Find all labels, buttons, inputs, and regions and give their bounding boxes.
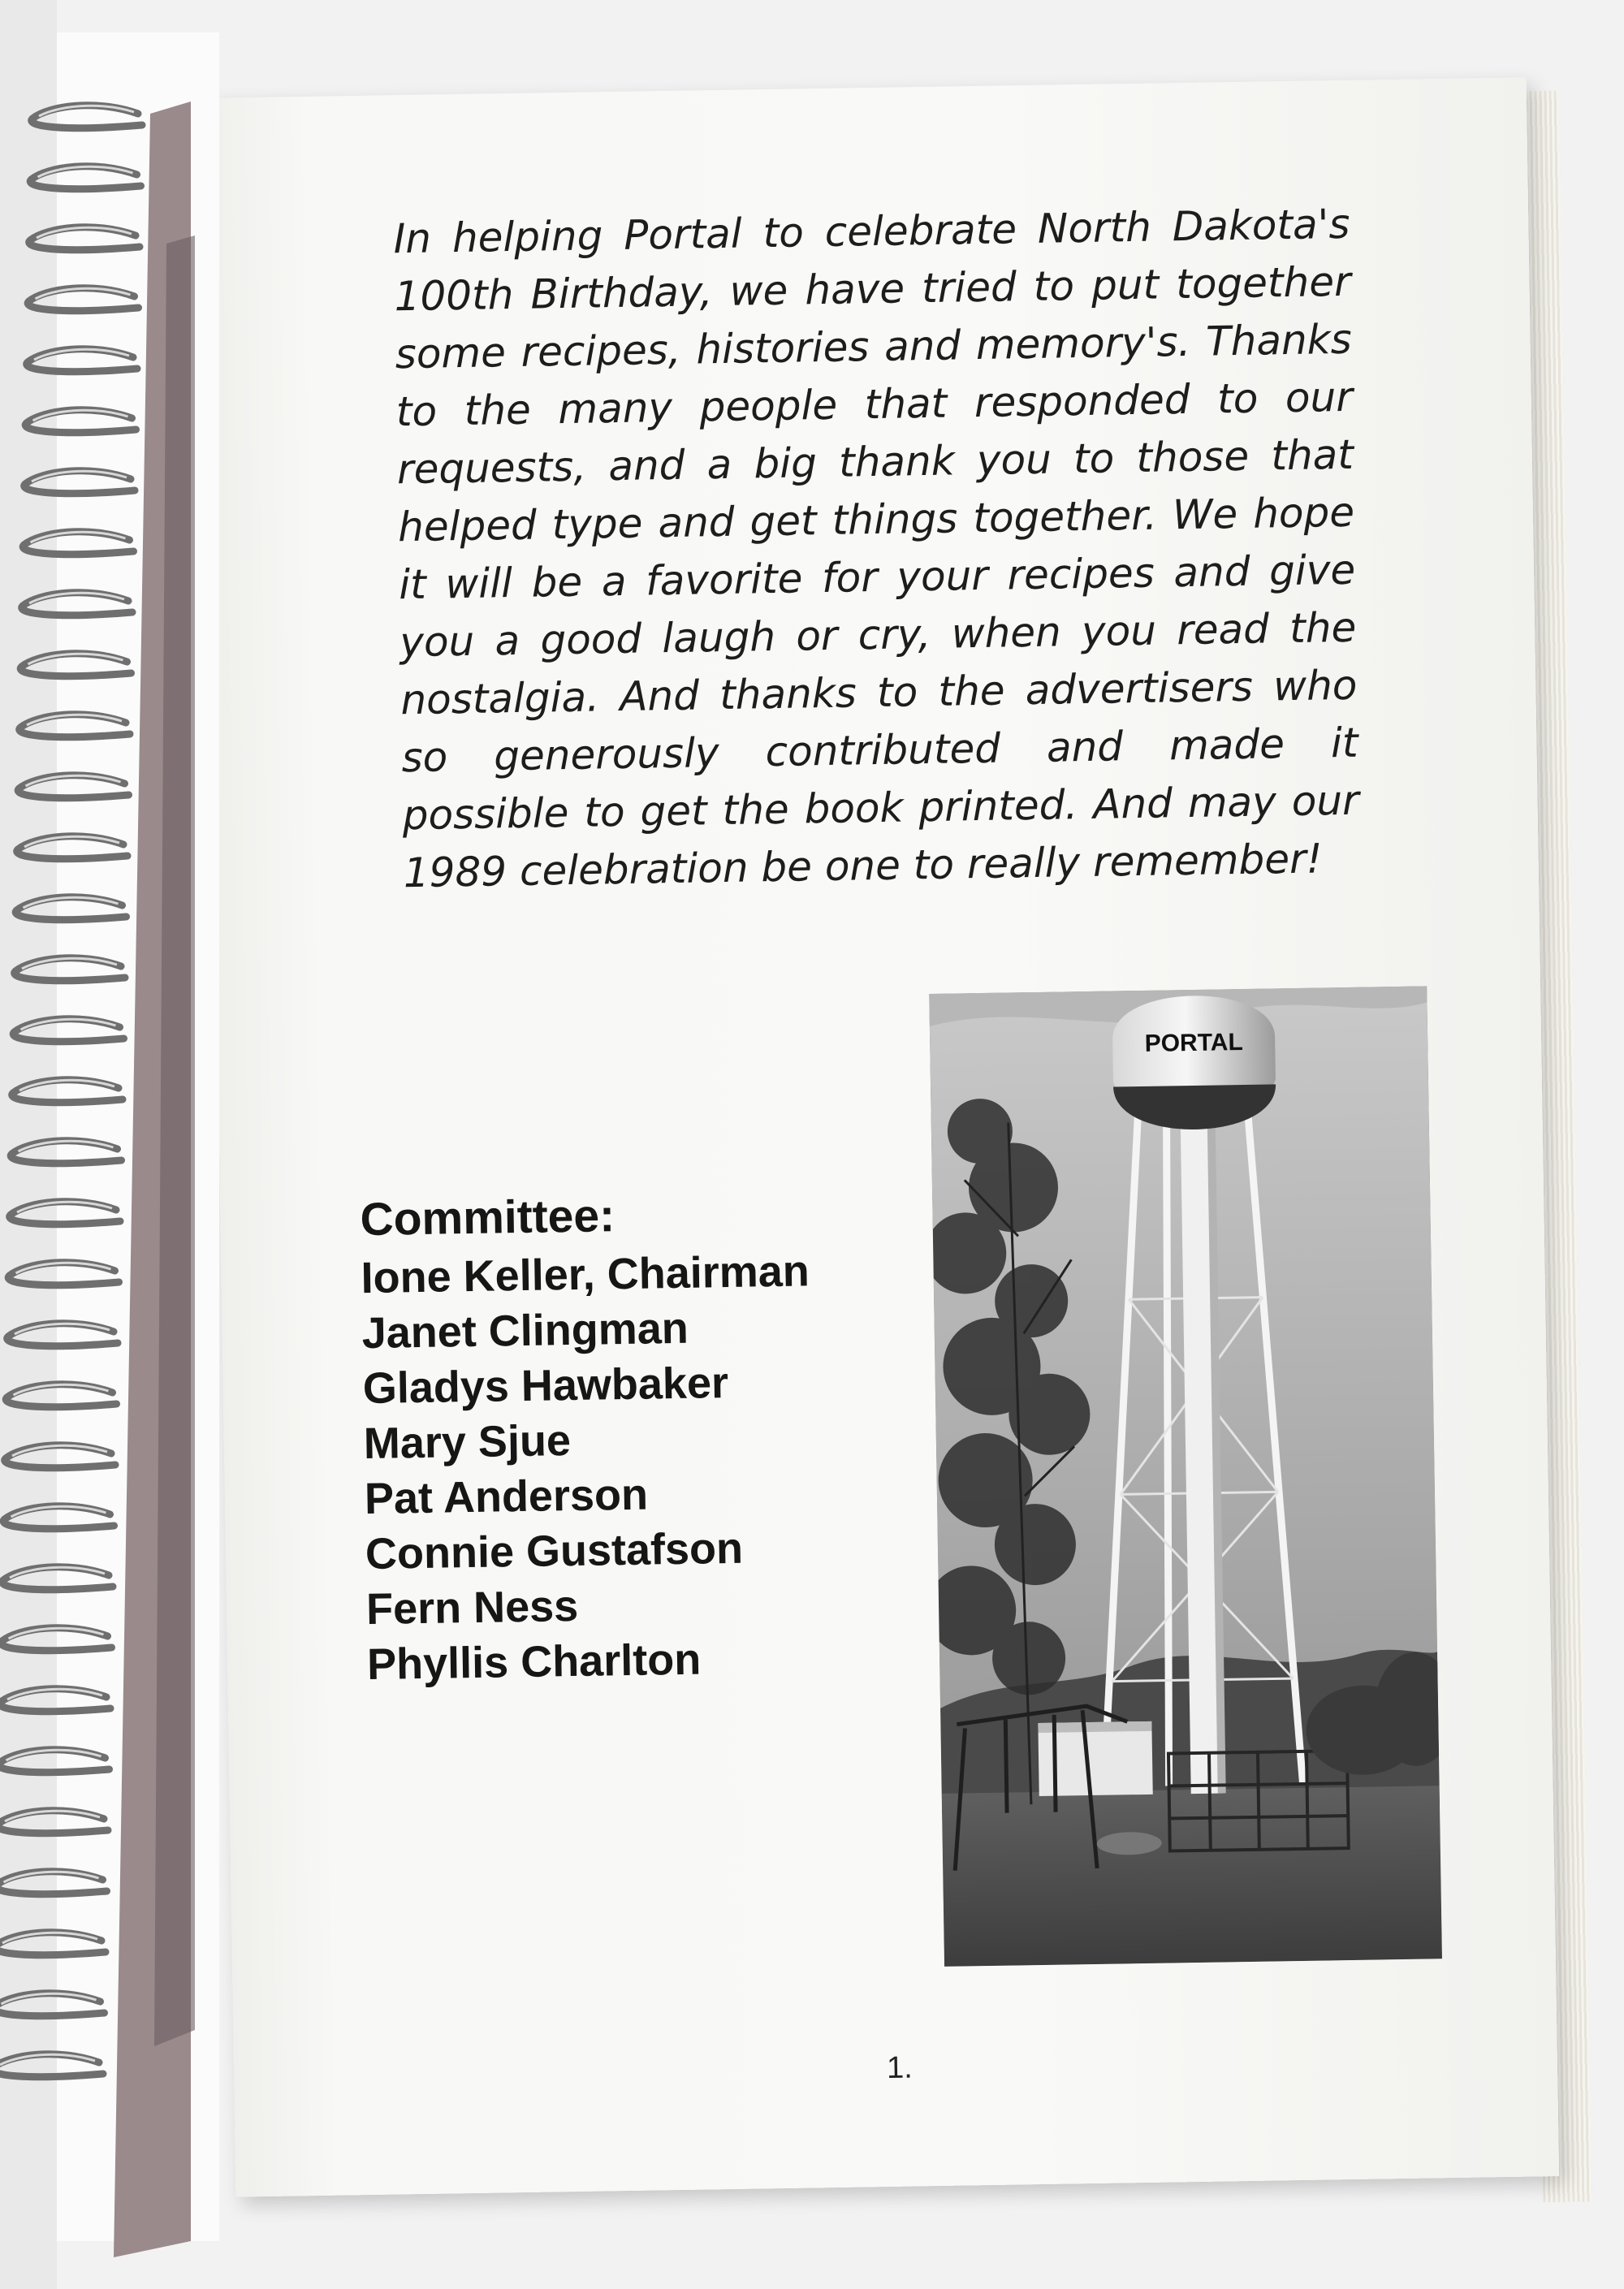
committee-heading: Committee: [360, 1190, 615, 1246]
committee-member: Janet Clingman [361, 1303, 689, 1358]
water-tower-photo [929, 986, 1442, 1966]
committee-member: Mary Sjue [363, 1416, 572, 1469]
committee-member: Phyllis Charlton [366, 1635, 702, 1690]
page-number: 1. [886, 2050, 914, 2086]
intro-paragraph: In helping Portal to celebrate North Dakota's 100th Birthday, we have tried to put together some recipes, histories and memory's. Thanks to the many people that responded to our requests, and a big thank you to those that helped type and get things together. We hope it will be a favorite for your recipes and give you a good laugh or cry, when you read the nostalgia. And thanks to the advertisers who so generously contributed and made it possible to get the book printed. And may our 1989 celebration be one to really remember! [393, 200, 1360, 897]
spiral-binding [0, 0, 268, 2289]
committee-block [360, 1181, 936, 1692]
committee-member: Connie Gustafson [365, 1523, 744, 1579]
book-page [203, 77, 1559, 2196]
committee-member: Pat Anderson [364, 1470, 649, 1524]
committee-member: Fern Ness [365, 1581, 579, 1635]
committee-list [361, 1242, 935, 1692]
water-tower-image [929, 986, 1442, 1966]
committee-member: Ione Keller, Chairman [361, 1246, 810, 1303]
tower-sign: PORTAL [1144, 1028, 1244, 1057]
committee-member: Gladys Hawbaker [362, 1358, 729, 1414]
